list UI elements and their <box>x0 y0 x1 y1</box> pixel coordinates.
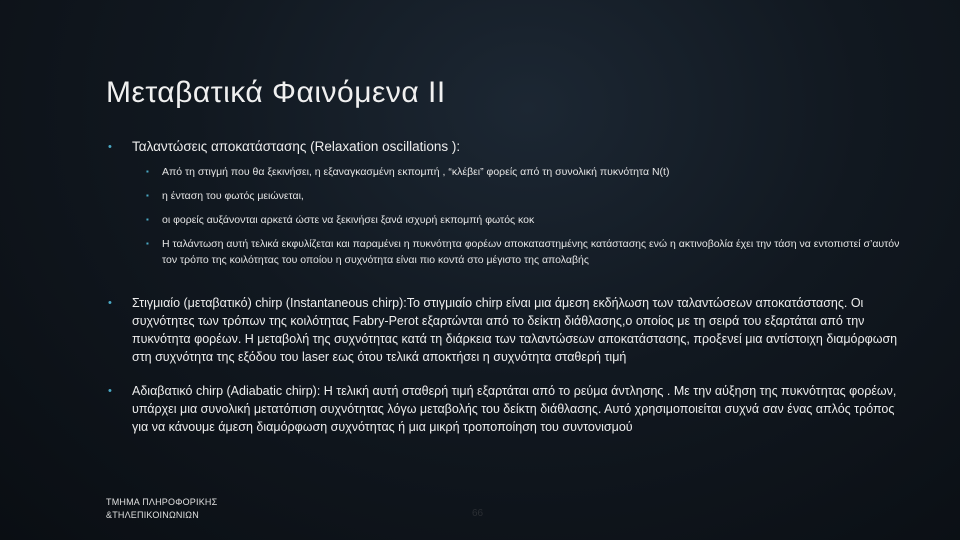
footer-department <box>106 496 217 522</box>
bullet-relaxation-oscillations <box>108 138 908 156</box>
footer-line: &ΤΗΛΕΠΙΚΟΙΝΩΝΙΩΝ <box>106 510 199 520</box>
subbullet-item: ▪ οι φορείς αυξάνονται αρκετά ώστε να ξεκινήσει ξανά ισχυρή εκπομπή φωτός κοκ <box>146 212 908 228</box>
subbullet-item: ▪ Η ταλάντωση αυτή τελικά εκφυλίζεται και παραμένει η πυκνότητα φορέων αποκαταστημένης κατάστασης ενώ η ακτινοβολία έχει την τάση να εντοπιστεί σ’αυτόν τον τρόπο της κοιλότητας του οποίου η συχνότητα είναι πιο κοντά στο μέγιστο της απολαβής <box>146 236 908 268</box>
bullet-lead: Στιγμιαίο (μεταβατικό) chirp (Instantaneous chirp): <box>132 296 407 310</box>
slide-title: Μεταβατικά Φαινόμενα ΙΙ <box>106 76 446 109</box>
bullet-instantaneous-chirp <box>108 294 908 366</box>
bullet-adiabatic-chirp <box>108 382 908 436</box>
bullet-text: Ταλαντώσεις αποκατάστασης (Relaxation oscillations ): <box>132 139 461 154</box>
subbullet-item: ▪ η ένταση του φωτός μειώνεται, <box>146 188 908 204</box>
bullet-lead: Αδιαβατικό chirp (Adiabatic chirp): <box>132 384 321 398</box>
footer-line: ΤΜΗΜΑ ΠΛΗΡΟΦΟΡΙΚΗΣ <box>106 497 218 507</box>
bullet-text: Το στιγμιαίο chirp είναι μια άμεση εκδήλωση των ταλαντώσεων αποκατάστασης. Οι συχνότητες των τρόπων της κοιλότητας Fabry-Perot εξαρτώνται από το δείκτη διάθλασης,ο οποίος με τη σειρά του εξαρτάται από την πυκνότητα φορέων. Η μεταβολή της συχνότητας κατά τη διάρκεια των ταλαντώσεων αποκατάστασης, προξενεί μια αντίστοιχη διαμόρφωση στη συχνότητα της εξόδου του laser εως ότου τελικά αποκτήσει η συχνότητα σταθερή τιμή <box>132 296 898 364</box>
slide-content <box>108 138 908 436</box>
subbullet-item: ▪ Από τη στιγμή που θα ξεκινήσει, η εξαναγκασμένη εκπομπή , “κλέβει” φορείς από τη συνολική πυκνότητα N(t) <box>146 164 908 180</box>
subbullet-list <box>146 164 908 268</box>
page-number: 66 <box>472 508 484 519</box>
bullet-text: Η τελική αυτή σταθερή τιμή εξαρτάται από το ρεύμα άντλησης . Με την αύξηση της πυκνότητας φορέων, υπάρχει μια συνολική μετατόπιση συχνότητας λόγω μεταβολής του δείκτη διάθλασης. Αυτό χρησιμοποιείται συχνά σαν ένας απλός τρόπος για να κάνουμε άμεση διαμόρφωση συχνότητας ή μια μικρή τροποποίηση του συντονισμού <box>132 384 897 434</box>
